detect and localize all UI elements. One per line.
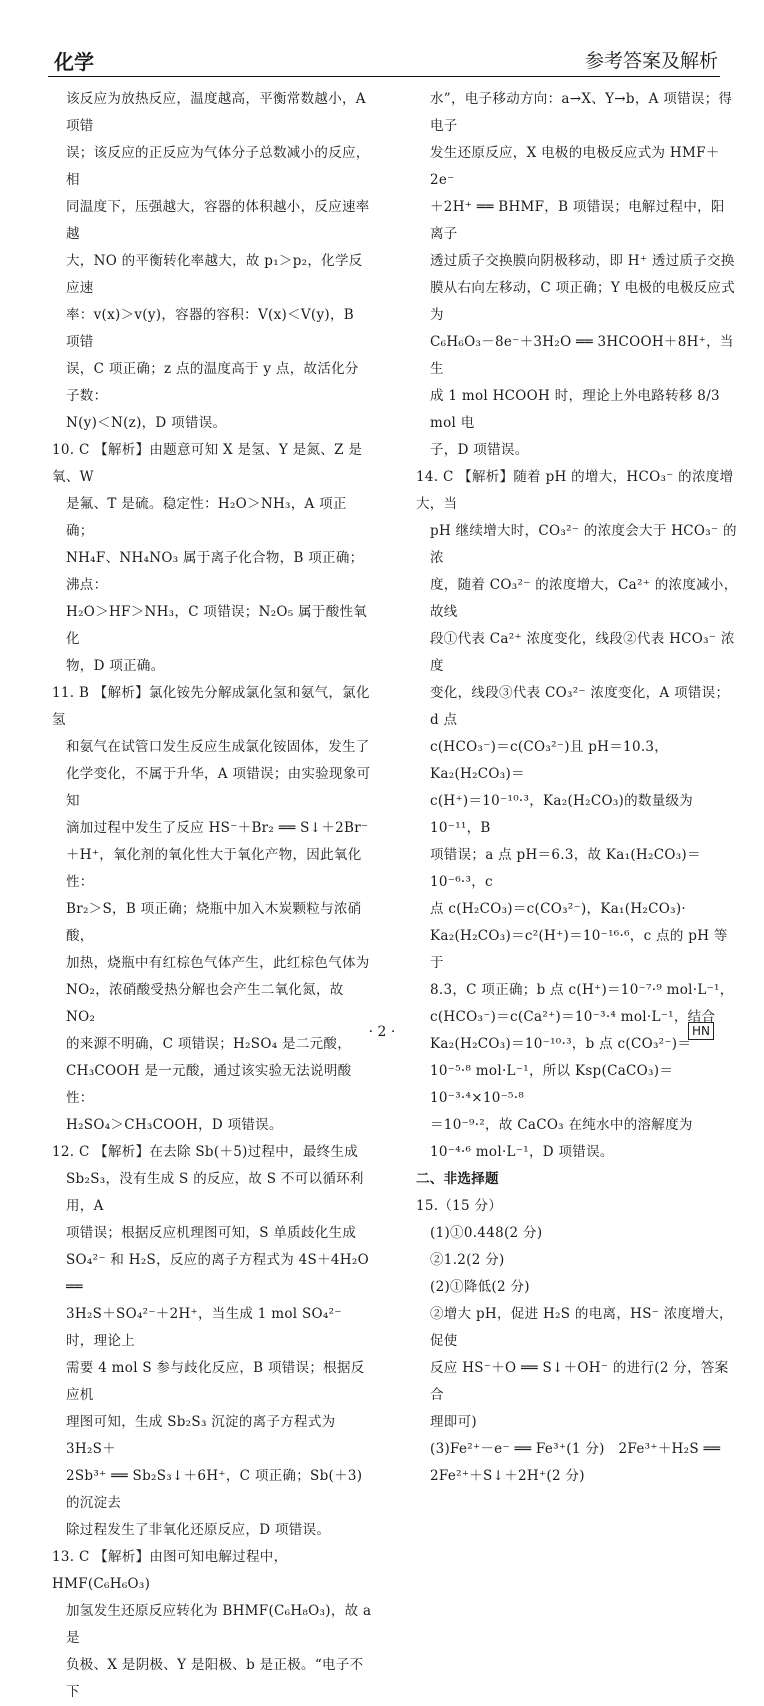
text-line: 率：v(x)＞v(y)，容器的容积：V(x)＜V(y)，B 项错 — [66, 307, 359, 350]
region-badge: HN — [688, 1022, 714, 1040]
text-line: 15.（15 分） — [416, 1198, 503, 1214]
text-line: (2)①降低(2 分) — [430, 1279, 530, 1295]
right-column — [416, 86, 738, 1490]
text-line: N(y)＜N(z)，D 项错误。 — [66, 415, 227, 431]
subject-title: 化学 — [54, 50, 94, 74]
text-line: 二、非选择题 — [416, 1171, 499, 1187]
text-line: 的来源不明确，C 项错误；H₂SO₄ 是二元酸， — [66, 1036, 352, 1052]
text-line: ＝10⁻⁹·²，故 CaCO₃ 在纯水中的溶解度为 — [430, 1117, 693, 1133]
text-line: 子，D 项错误。 — [430, 442, 529, 458]
text-line: 膜从右向左移动，C 项正确；Y 电极的电极反应式为 — [430, 280, 736, 323]
text-line: pH 继续增大时，CO₃²⁻ 的浓度会大于 HCO₃⁻ 的浓 — [430, 523, 737, 566]
text-line: 滴加过程中发生了反应 HS⁻＋Br₂ ══ S↓＋2Br⁻ — [66, 820, 369, 836]
text-line: 12. C 【解析】在去除 Sb(＋5)过程中，最终生成 — [52, 1144, 359, 1160]
text-line: 项错误；根据反应机理图可知，S 单质歧化生成 — [66, 1225, 357, 1241]
text-line: 是氟、T 是硫。稳定性：H₂O＞NH₃，A 项正确； — [66, 496, 347, 539]
text-line: c(HCO₃⁻)＝c(Ca²⁺)＝10⁻³·⁴ mol·L⁻¹，结合 — [430, 1009, 716, 1025]
text-line: H₂SO₄＞CH₃COOH，D 项错误。 — [66, 1117, 283, 1133]
text-line: 理图可知，生成 Sb₂S₃ 沉淀的离子方程式为 3H₂S＋ — [66, 1414, 341, 1457]
text-line: 2Sb³⁺ ══ Sb₂S₃↓＋6H⁺，C 项正确；Sb(＋3)的沉淀去 — [66, 1468, 363, 1511]
text-line: ②增大 pH，促进 H₂S 的电离，HS⁻ 浓度增大，促使 — [430, 1306, 733, 1349]
text-line: 发生还原反应，X 电极的电极反应式为 HMF＋2e⁻ — [430, 145, 720, 188]
text-line: 11. B 【解析】氯化铵先分解成氯化氢和氨气，氯化氢 — [52, 685, 370, 728]
text-line: 3H₂S＋SO₄²⁻＋2H⁺，当生成 1 mol SO₄²⁻ 时，理论上 — [66, 1306, 347, 1349]
text-line: Br₂＞S，B 项正确；烧瓶中加入木炭颗粒与浓硝酸， — [66, 901, 362, 944]
text-line: 该反应为放热反应，温度越高，平衡常数越小，A 项错 — [66, 91, 371, 134]
text-line: 10. C 【解析】由题意可知 X 是氢、Y 是氮、Z 是氧、W — [52, 442, 363, 485]
text-line: 大，NO 的平衡转化率越大，故 p₁＞p₂，化学反应速 — [66, 253, 363, 296]
text-line: 13. C 【解析】由图可知电解过程中，HMF(C₆H₆O₃) — [52, 1549, 288, 1592]
text-line: 物，D 项正确。 — [66, 658, 165, 674]
text-line: ＋H⁺，氧化剂的氧化性大于氧化产物，因此氧化性： — [66, 847, 362, 890]
header-rule — [48, 76, 720, 77]
text-line: Sb₂S₃，没有生成 S 的反应，故 S 不可以循环利用，A — [66, 1171, 364, 1214]
text-line: 变化，线段③代表 CO₃²⁻ 浓度变化，A 项错误；d 点 — [430, 685, 730, 728]
text-line: NO₂，浓硝酸受热分解也会产生二氧化氮，故 NO₂ — [66, 982, 349, 1025]
text-line: 2Fe²⁺＋S↓＋2H⁺(2 分) — [430, 1468, 585, 1484]
text-line: 段①代表 Ca²⁺ 浓度变化，线段②代表 HCO₃⁻ 浓度 — [430, 631, 735, 674]
text-line: 需要 4 mol S 参与歧化反应，B 项错误；根据反应机 — [66, 1360, 365, 1403]
text-line: 误，C 项正确；z 点的温度高于 y 点，故活化分子数： — [66, 361, 359, 404]
text-line: C₆H₆O₃－8e⁻＋3H₂O ══ 3HCOOH＋8H⁺，当生 — [430, 334, 734, 377]
text-line: 反应 HS⁻＋O ══ S↓＋OH⁻ 的进行(2 分，答案合 — [430, 1360, 729, 1403]
text-line: 加热，烧瓶中有红棕色气体产生，此红棕色气体为 — [66, 955, 370, 971]
text-line: (1)①0.448(2 分) — [430, 1225, 543, 1241]
text-line: 同温度下，压强越大，容器的体积越小，反应速率越 — [66, 199, 370, 242]
text-line: 和氨气在试管口发生反应生成氯化铵固体，发生了 — [66, 739, 370, 755]
text-line: 理即可) — [430, 1414, 477, 1430]
page-number: · 2 · — [368, 1024, 396, 1040]
text-line: H₂O＞HF＞NH₃，C 项错误；N₂O₅ 属于酸性氧化 — [66, 604, 368, 647]
text-line: 加氢发生还原反应转化为 BHMF(C₆H₈O₃)，故 a 是 — [66, 1603, 376, 1646]
text-line: c(HCO₃⁻)＝c(CO₃²⁻)且 pH＝10.3，Ka₂(H₂CO₃)＝ — [430, 739, 669, 782]
text-line: 透过质子交换膜向阴极移动，即 H⁺ 透过质子交换 — [430, 253, 735, 269]
text-line: 成 1 mol HCOOH 时，理论上外电路转移 8/3 mol 电 — [430, 388, 725, 431]
text-line: c(H⁺)＝10⁻¹⁰·³，Ka₂(H₂CO₃)的数量级为 10⁻¹¹，B — [430, 793, 698, 836]
text-line: 负极、X 是阴极、Y 是阳极、b 是正极。“电子不下 — [66, 1657, 364, 1700]
text-line: 14. C 【解析】随着 pH 的增大，HCO₃⁻ 的浓度增大，当 — [416, 469, 734, 512]
text-line: (3)Fe²⁺－e⁻ ══ Fe³⁺(1 分) 2Fe³⁺＋H₂S ══ — [430, 1441, 721, 1457]
text-line: ＋2H⁺ ══ BHMF，B 项错误；电解过程中，阳离子 — [430, 199, 725, 242]
text-line: NH₄F、NH₄NO₃ 属于离子化合物，B 项正确；沸点： — [66, 550, 364, 593]
text-line: 除过程发生了非氧化还原反应，D 项错误。 — [66, 1522, 331, 1538]
text-line: 度，随着 CO₃²⁻ 的浓度增大，Ca²⁺ 的浓度减小，故线 — [430, 577, 738, 620]
text-line: 误；该反应的正反应为气体分子总数减小的反应，相 — [66, 145, 370, 188]
left-column — [52, 86, 376, 1706]
text-line: 点 c(H₂CO₃)＝c(CO₃²⁻)，Ka₁(H₂CO₃)· — [430, 901, 686, 917]
text-line: SO₄²⁻ 和 H₂S，反应的离子方程式为 4S＋4H₂O ══ — [66, 1252, 374, 1295]
text-line: 项错误；a 点 pH＝6.3，故 Ka₁(H₂CO₃)＝10⁻⁶·³，c — [430, 847, 701, 890]
text-line: 化学变化，不属于升华，A 项错误；由实验现象可知 — [66, 766, 371, 809]
text-line: 10⁻⁵·⁸ mol·L⁻¹，所以 Ksp(CaCO₃)＝10⁻³·⁴×10⁻⁵·⁸ — [430, 1063, 674, 1106]
page-header — [48, 44, 720, 74]
text-line: Ka₂(H₂CO₃)＝10⁻¹⁰·³，b 点 c(CO₃²⁻)＝ — [430, 1036, 692, 1052]
text-line: 水”，电子移动方向：a→X、Y→b，A 项错误；得电子 — [430, 91, 733, 134]
text-line: 10⁻⁴·⁶ mol·L⁻¹，D 项错误。 — [430, 1144, 614, 1160]
text-line: 8.3，C 项正确；b 点 c(H⁺)＝10⁻⁷·⁹ mol·L⁻¹， — [430, 982, 734, 998]
section-title: 参考答案及解析 — [584, 50, 718, 72]
text-line: CH₃COOH 是一元酸，通过该实验无法说明酸性： — [66, 1063, 352, 1106]
text-line: Ka₂(H₂CO₃)＝c²(H⁺)＝10⁻¹⁶·⁶，c 点的 pH 等于 — [430, 928, 728, 971]
text-line: ②1.2(2 分) — [430, 1252, 505, 1268]
